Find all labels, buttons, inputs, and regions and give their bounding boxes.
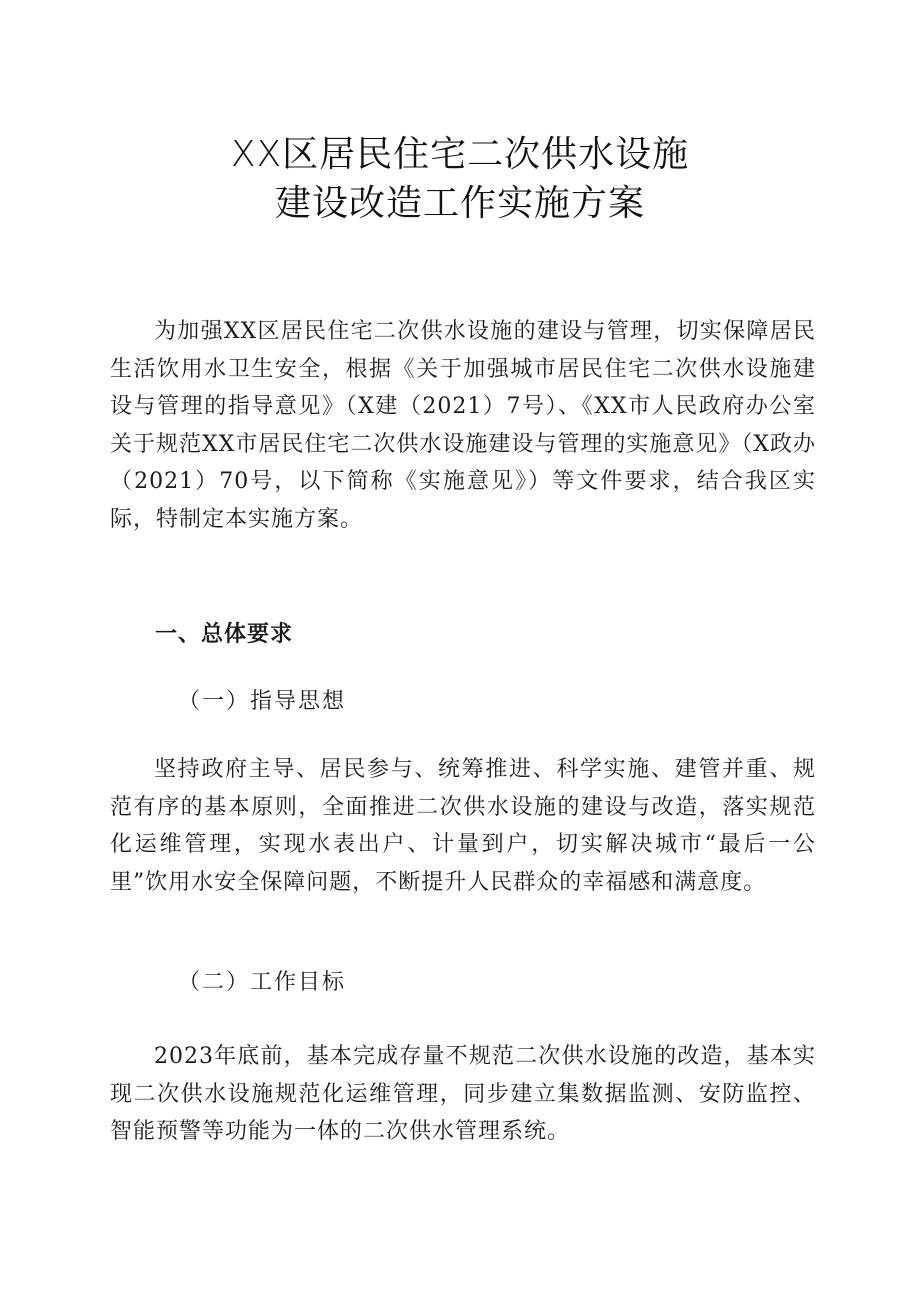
- section-heading-general-requirements: 一、总体要求: [155, 622, 294, 647]
- document-title-line-2: 建设改造工作实施方案: [274, 183, 645, 224]
- guiding-ideology-paragraph: 坚持政府主导、居民参与、统筹推进、科学实施、建管并重、规范有序的基本原则，全面推进二次供水设施的建设与改造，落实规范化运维管理，实现水表出户、计量到户，切实解决城市“最后一公里”饮用水安全保障问题，不断提升人民群众的幸福感和满意度。: [110, 757, 816, 895]
- work-goals-paragraph: 2023年底前，基本完成存量不规范二次供水设施的改造，基本实现二次供水设施规范化运维管理，同步建立集数据监测、安防监控、智能预警等功能为一体的二次供水管理系统。: [110, 1044, 816, 1144]
- intro-paragraph: 为加强XX区居民住宅二次供水设施的建设与管理，切实保障居民生活饮用水卫生安全，根据《关于加强城市居民住宅二次供水设施建设与管理的指导意见》（X建（2021）7号）、《XX市人民政府办公室关于规范XX市居民住宅二次供水设施建设与管理的实施意见》（X政办（2021）70号，以下简称《实施意见》）等文件要求，结合我区实际，特制定本实施方案。: [110, 319, 816, 532]
- subsection-heading-work-goals: （二）工作目标: [178, 970, 347, 995]
- subsection-heading-guiding-ideology: （一）指导思想: [178, 689, 347, 714]
- document-title-line-1: XX区居民住宅二次供水设施: [230, 134, 690, 175]
